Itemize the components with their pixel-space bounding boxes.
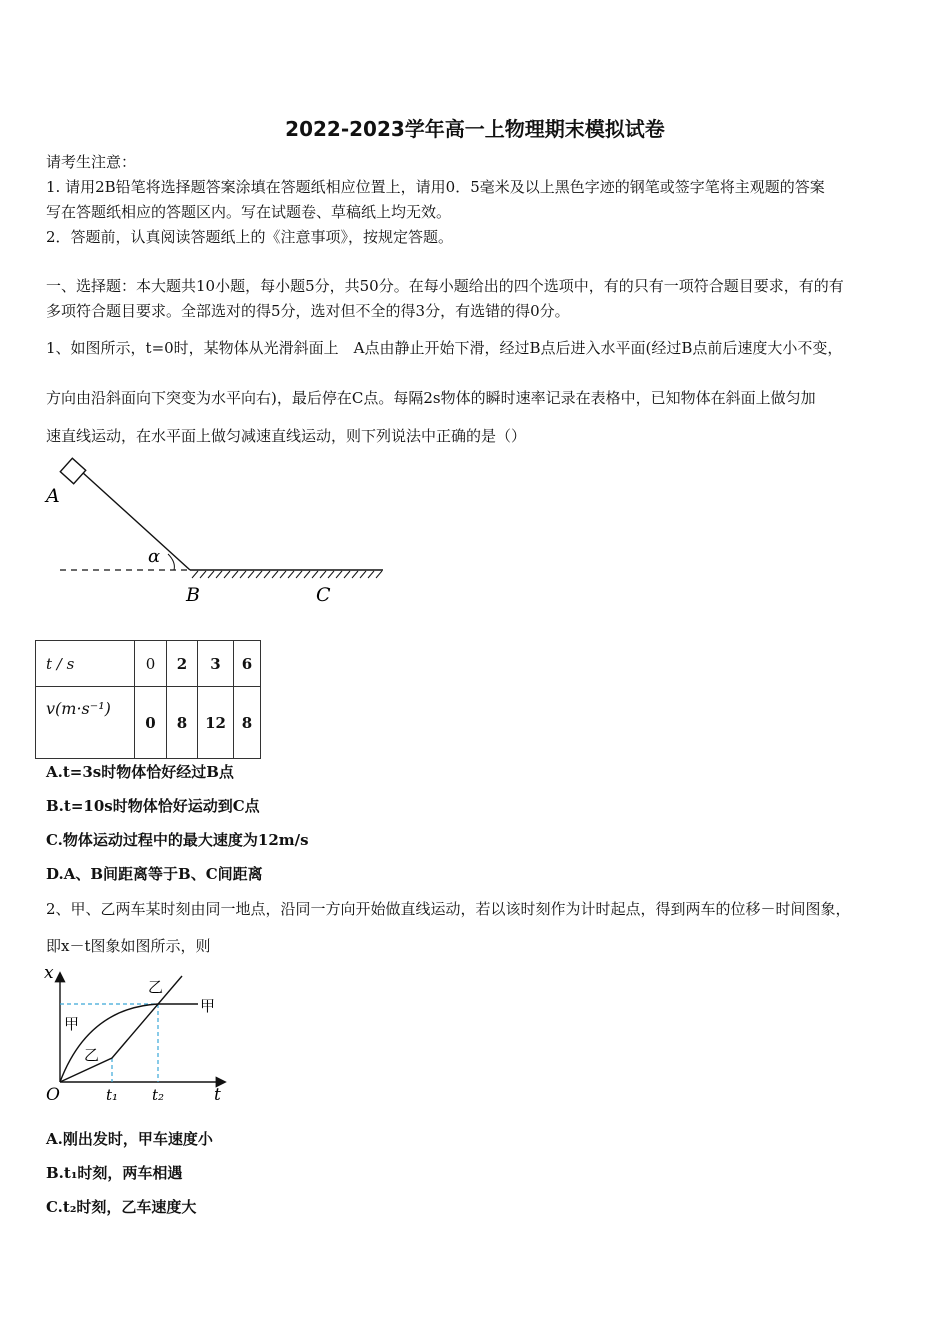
xt-graph <box>40 960 250 1110</box>
q2-option-b: B.t₁时刻，两车相遇 <box>46 1164 183 1182</box>
table-cell: 12 <box>198 687 234 759</box>
page-title: 2022-2023学年高一上物理期末模拟试卷 <box>285 117 665 141</box>
table-row <box>36 687 261 759</box>
q1-option-c: C.物体运动过程中的最大速度为12m/s <box>46 831 309 849</box>
section-line-2: 多项符合题目要求。全部选对的得5分，选对但不全的得3分，有选错的得0分。 <box>46 302 570 320</box>
angle-arc <box>168 554 174 570</box>
table-head-v: v(m·s⁻¹) <box>36 687 135 759</box>
q2-option-a: A.刚出发时，甲车速度小 <box>46 1130 213 1148</box>
data-table <box>35 640 261 759</box>
t1-label: t₁ <box>106 1086 119 1104</box>
table-cell: 0 <box>135 641 167 687</box>
block-shape <box>60 458 85 483</box>
label-a: A <box>46 485 60 507</box>
axis-label-t: t <box>214 1085 221 1105</box>
q1-option-a: A.t=3s时物体恰好经过B点 <box>46 763 234 781</box>
curve-jia <box>60 1004 198 1082</box>
label-c: C <box>316 584 331 606</box>
notice-item-1b: 写在答题纸相应的答题区内。写在试题卷、草稿纸上均无效。 <box>46 203 452 221</box>
q1-option-b: B.t=10s时物体恰好运动到C点 <box>46 797 260 815</box>
q1-line-2: 方向由沿斜面向下突变为水平向右)，最后停在C点。每隔2s物体的瞬时速率记录在表格中，已知物体在斜面上做匀加 <box>46 389 816 407</box>
axis-label-x: x <box>44 963 54 983</box>
table-cell: 6 <box>234 641 261 687</box>
q2-line-1: 2、甲、乙两车某时刻由同一地点，沿同一方向开始做直线运动，若以该时刻作为计时起点，得到两车的位移－时间图象， <box>46 900 851 918</box>
q1-line-3: 速直线运动，在水平面上做匀减速直线运动，则下列说法中正确的是（） <box>46 427 527 445</box>
table-cell: 8 <box>234 687 261 759</box>
label-b: B <box>186 584 200 606</box>
line-label-yi-top: 乙 <box>148 978 164 996</box>
q2-line-2: 即x－t图象如图所示，则 <box>46 937 211 955</box>
line-label-yi: 乙 <box>84 1046 100 1064</box>
section-line-1: 一、选择题：本大题共10小题，每小题5分，共50分。在每小题给出的四个选项中，有的只有一项符合题目要求，有的有 <box>46 277 844 295</box>
incline-line <box>82 472 190 570</box>
label-alpha: α <box>148 546 161 567</box>
q1-line-1: 1、如图所示，t=0时，某物体从光滑斜面上 A点由静止开始下滑，经过B点后进入水平面(经过B点前后速度大小不变， <box>46 339 843 357</box>
notice-item-1a: 1. 请用2B铅笔将选择题答案涂填在答题纸相应位置上，请用0．5毫米及以上黑色字迹的钢笔或签字笔将主观题的答案 <box>46 178 825 196</box>
notice-item-2: 2．答题前，认真阅读答题纸上的《注意事项》，按规定答题。 <box>46 228 454 246</box>
notice-heading: 请考生注意： <box>46 153 137 171</box>
ground-hatching <box>192 571 382 578</box>
q1-option-d: D.A、B间距离等于B、C间距离 <box>46 865 263 883</box>
t2-label: t₂ <box>152 1086 165 1104</box>
table-head-t: t / s <box>36 641 135 687</box>
origin-label: O <box>46 1085 60 1105</box>
table-cell: 3 <box>198 641 234 687</box>
curve-label-jia: 甲 <box>64 1015 80 1033</box>
table-cell: 8 <box>167 687 198 759</box>
table-row <box>36 641 261 687</box>
curve-label-jia-right: 甲 <box>200 997 216 1015</box>
q2-option-c: C.t₂时刻，乙车速度大 <box>46 1198 197 1216</box>
table-cell: 2 <box>167 641 198 687</box>
incline-figure <box>40 450 400 610</box>
table-cell: 0 <box>135 687 167 759</box>
